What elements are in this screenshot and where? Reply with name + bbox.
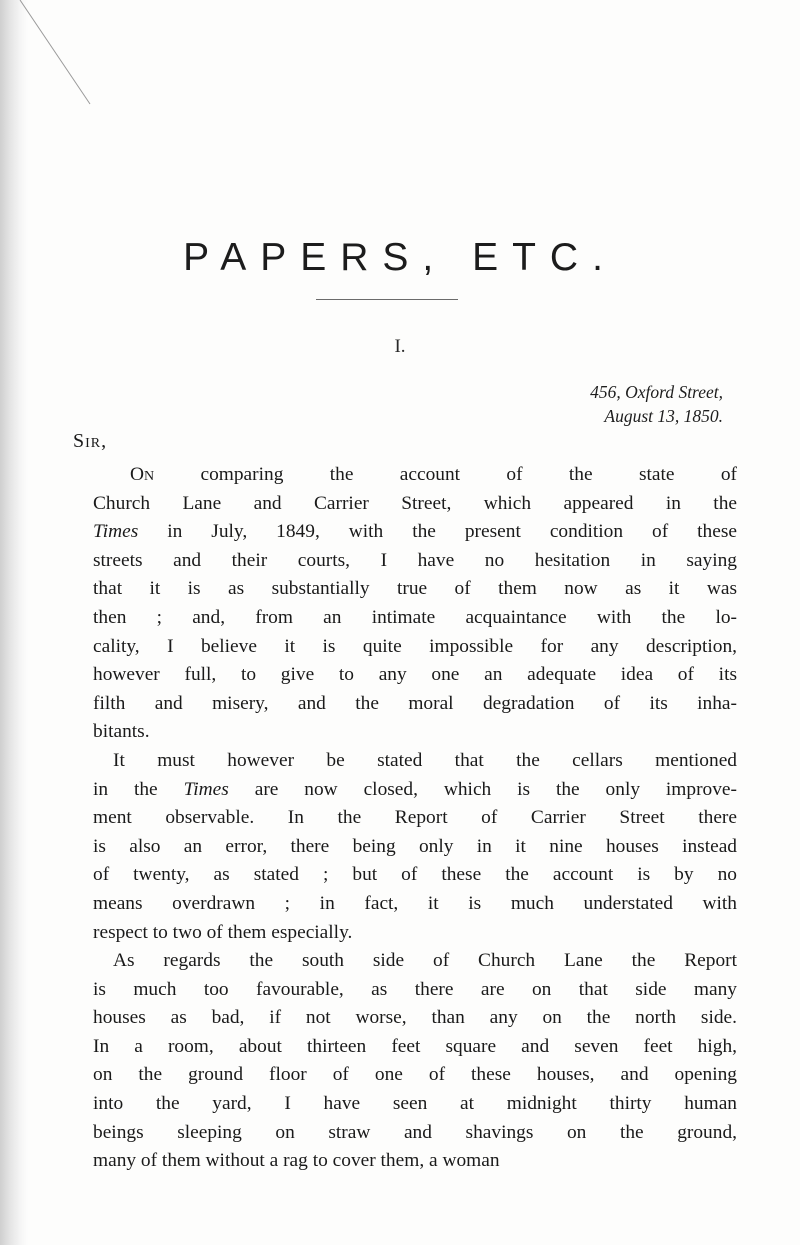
letter-body <box>93 461 737 1176</box>
text-line: As regards the south side of Church Lane the Report <box>113 950 737 972</box>
text-line: that it is as substantially true of them now as it was <box>93 578 737 600</box>
text-line: into the yard, I have seen at midnight thirty human <box>93 1093 737 1115</box>
text-line: It must however be stated that the cellars mentioned <box>113 749 737 771</box>
section-number: I. <box>394 336 406 357</box>
text-line: cality, I believe it is quite impossible for any description, <box>93 635 737 657</box>
text-line: Church Lane and Carrier Street, which appeared in the <box>93 492 737 514</box>
text-line: respect to two of them especially. <box>93 921 353 943</box>
text-line: ment observable. In the Report of Carrier Street there <box>93 807 737 829</box>
text-line: houses as bad, if not worse, than any on the north side. <box>93 1007 737 1029</box>
text-line: filth and misery, and the moral degradation of its inha- <box>93 692 737 714</box>
text-line: however full, to give to any one an adequate idea of its <box>93 664 737 686</box>
text-line: On comparing the account of the state of <box>130 464 737 485</box>
page-heading: PAPERS, ETC. <box>183 236 617 279</box>
text-line: many of them without a rag to cover them, a woman <box>93 1150 500 1172</box>
text-line: then ; and, from an intimate acquaintance with the lo- <box>93 606 737 628</box>
text-line: In a room, about thirteen feet square and seven feet high, <box>93 1035 737 1057</box>
text-line: beings sleeping on straw and shavings on the ground, <box>93 1121 737 1143</box>
text-line: is also an error, there being only in it nine houses instead <box>93 835 737 857</box>
text-line: in the Times are now closed, which is the only improve- <box>93 778 737 800</box>
scan-corner-mark <box>0 0 120 120</box>
letter-address <box>590 382 723 403</box>
text-line: of twenty, as stated ; but of these the account is by no <box>93 864 737 886</box>
text-line: means overdrawn ; in fact, it is much understated with <box>93 892 737 914</box>
heading-divider <box>316 299 458 300</box>
letter-date <box>604 406 723 427</box>
text-line: bitants. <box>93 721 150 743</box>
text-line: streets and their courts, I have no hesitation in saying <box>93 549 737 571</box>
address-line-2: August 13, 1850. <box>604 406 723 426</box>
text-line: Times in July, 1849, with the present condition of these <box>93 521 737 543</box>
address-line-1: 456, Oxford Street, <box>590 382 723 402</box>
text-line: is much too favourable, as there are on that side many <box>93 978 737 1000</box>
binding-shadow <box>0 0 28 1245</box>
text-line: on the ground floor of one of these houses, and opening <box>93 1064 737 1086</box>
letter-salutation: Sir, <box>73 430 108 452</box>
